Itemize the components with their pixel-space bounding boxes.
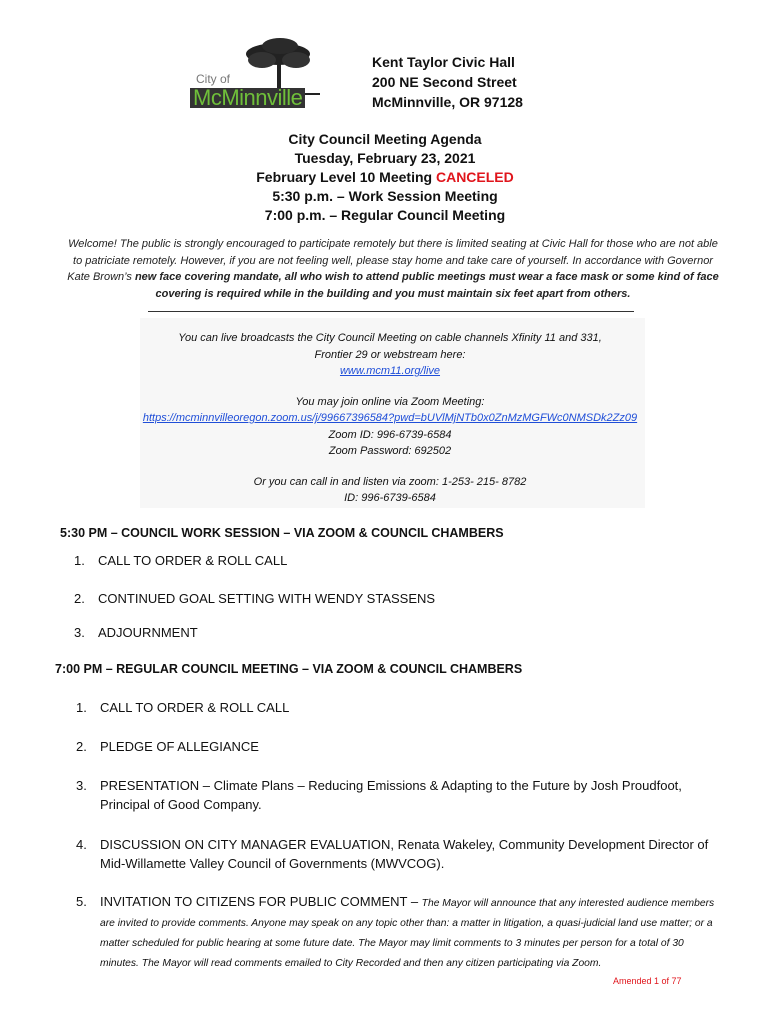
item-text: CALL TO ORDER & ROLL CALL	[98, 553, 288, 568]
page-footer: Amended 1 of 77	[613, 976, 682, 986]
divider	[148, 311, 634, 312]
item-number: 3.	[74, 625, 85, 640]
heading-level10	[0, 168, 770, 187]
broadcast-line-1: You can live broadcasts the City Council Meeting on cable channels Xfinity 11 and 331,	[178, 332, 602, 344]
item-text	[100, 892, 720, 972]
heading-regular-time: 7:00 p.m. – Regular Council Meeting	[264, 207, 506, 223]
item-text: DISCUSSION ON CITY MANAGER EVALUATION, Renata Wakeley, Community Development Director of Mid-Willamette Valley Council of Governments (MWVCOG).	[100, 837, 709, 871]
address-line-3: McMinnville, OR 97128	[372, 94, 523, 110]
level10-label: February Level 10 Meeting	[256, 169, 436, 185]
item-number: 2.	[74, 591, 85, 606]
zoom-password: Zoom Password: 692502	[328, 445, 452, 457]
regular-meeting-title: 7:00 PM – REGULAR COUNCIL MEETING – VIA ZOOM & COUNCIL CHAMBERS	[55, 662, 523, 676]
zoom-intro: You may join online via Zoom Meeting:	[295, 395, 485, 408]
item-number: 3.	[76, 778, 87, 793]
item-number: 1.	[76, 700, 87, 715]
welcome-notice	[66, 236, 720, 302]
venue-address	[372, 52, 523, 112]
item-number: 4.	[76, 837, 87, 852]
canceled-badge: CANCELED	[435, 169, 514, 185]
city-logo	[190, 38, 320, 113]
address-line-2: 200 NE Second Street	[372, 74, 517, 90]
broadcast-info	[0, 330, 770, 507]
zoom-id: Zoom ID: 996-6739-6584	[328, 428, 452, 441]
logo-city-name: McMinnville	[190, 88, 305, 108]
item-text: CALL TO ORDER & ROLL CALL	[100, 700, 290, 715]
mask-mandate-text: new face covering mandate, all who wish to attend public meetings must wear a face mask or some kind of face covering is required while in the building and you must maintain six feet apart from others.	[134, 271, 719, 300]
item-text: PLEDGE OF ALLEGIANCE	[100, 739, 259, 754]
item-number: 5.	[76, 894, 87, 909]
broadcast-line-2: Frontier 29 or webstream here:	[314, 348, 466, 361]
address-line-1: Kent Taylor Civic Hall	[372, 54, 515, 70]
work-session-title: 5:30 PM – COUNCIL WORK SESSION – VIA ZOOM & COUNCIL CHAMBERS	[60, 526, 504, 540]
item-number: 1.	[74, 553, 85, 568]
public-comment-note: The Mayor will announce that any interested audience members are invited to provide comments. Anyone may speak on any topic other than: a matter in litigation, a quasi-judicial land use matter; or a matter scheduled for public hearing at some future date. The Mayor may limit comments to 3 minutes per person for a total of 30 minutes. The Mayor will read comments emailed to City Recorded and then any citizen participating via Zoom.	[100, 898, 715, 969]
call-in-id: ID: 996-6739-6584	[344, 492, 436, 504]
item-text: ADJOURNMENT	[98, 625, 198, 640]
heading-date: Tuesday, February 23, 2021	[294, 150, 476, 166]
logo-city-of: City of	[196, 72, 231, 86]
call-in-number: Or you can call in and listen via zoom: 1-253- 215- 8782	[253, 475, 527, 488]
item-text: CONTINUED GOAL SETTING WITH WENDY STASSENS	[98, 591, 436, 606]
webstream-link[interactable]: www.mcm11.org/live	[339, 365, 441, 377]
agenda-heading	[0, 130, 770, 225]
public-comment-label: INVITATION TO CITIZENS FOR PUBLIC COMMENT –	[100, 894, 422, 909]
item-text: PRESENTATION – Climate Plans – Reducing Emissions & Adapting to the Future by Josh Proudfoot, Principal of Good Company.	[100, 778, 682, 812]
heading-title: City Council Meeting Agenda	[288, 131, 482, 147]
welcome-text: Welcome! The public is strongly encouraged to participate remotely but there is limited seating at Civic Hall for those who are not able to patriciate remotely. However, if you are not feeling well, please stay home and take care of yourself. In accordance with Governor Kate Brown’s	[67, 238, 718, 283]
zoom-link[interactable]: https://mcminnvilleoregon.zoom.us/j/99667396584?pwd=bUVlMjNTb0x0ZnMzMGFWc0NMSDk2Zz09	[142, 412, 638, 424]
heading-work-session-time: 5:30 p.m. – Work Session Meeting	[272, 188, 498, 204]
item-number: 2.	[76, 739, 87, 754]
